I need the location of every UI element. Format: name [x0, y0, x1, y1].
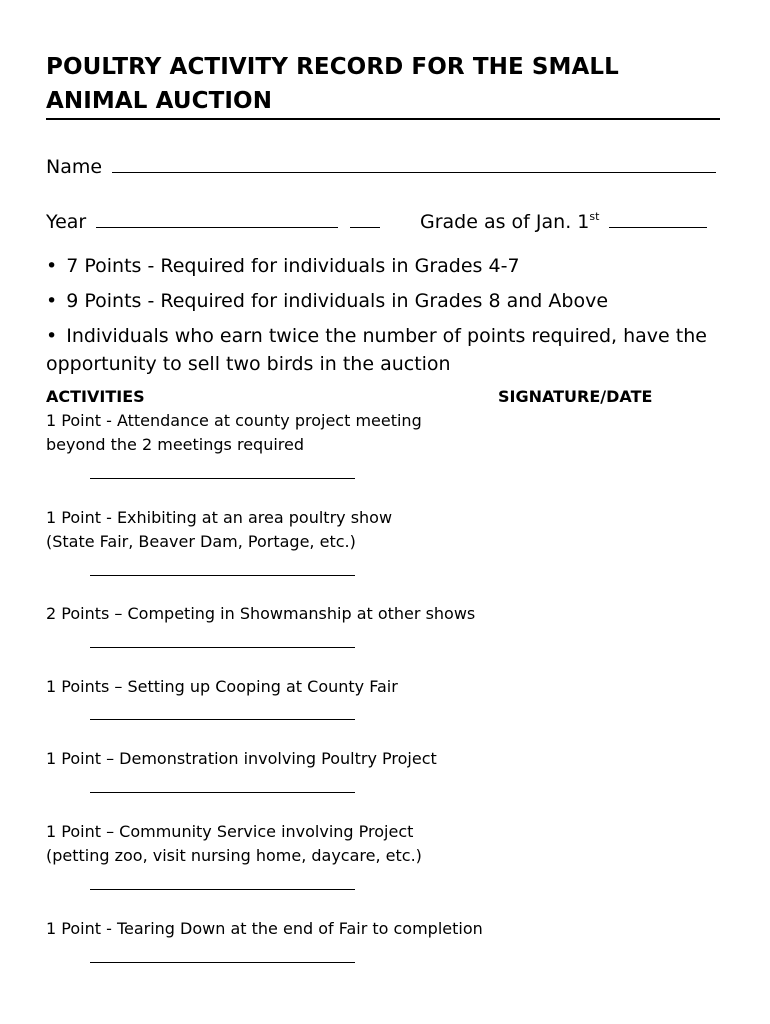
grade-field[interactable]: [609, 208, 707, 228]
name-field[interactable]: [112, 153, 716, 173]
bullet-text: Individuals who earn twice the number of points required, have the opportunity to sell two birds in the auction: [46, 325, 707, 375]
activity-item: [46, 675, 546, 699]
activity-line: 1 Point – Community Service involving Project: [46, 822, 414, 841]
page-title: POULTRY ACTIVITY RECORD FOR THE SMALL ANIMAL AUCTION: [46, 54, 619, 114]
activity-item: [46, 820, 546, 868]
bullet-text: 9 Points - Required for individuals in Grades 8 and Above: [66, 290, 609, 312]
bullet-item: [46, 252, 720, 280]
signature-line[interactable]: [90, 962, 355, 963]
bullet-item: [46, 322, 720, 378]
grade-label-superscript: st: [589, 210, 600, 223]
signature-date-heading: SIGNATURE/DATE: [498, 387, 653, 406]
activity-item: [46, 409, 546, 457]
name-label: Name: [46, 156, 103, 178]
activity-line: 1 Point – Demonstration involving Poultry Project: [46, 749, 437, 768]
grade-field-row: [420, 208, 707, 234]
year-field-secondary[interactable]: [350, 208, 380, 228]
activity-line: (petting zoo, visit nursing home, daycare, etc.): [46, 846, 422, 865]
grade-label: Grade as of Jan. 1: [420, 211, 590, 233]
signature-line[interactable]: [90, 647, 355, 648]
year-field-row: [46, 208, 380, 234]
title-underline: [46, 118, 720, 120]
activity-item: [46, 747, 546, 771]
activity-line: 1 Point - Exhibiting at an area poultry show: [46, 508, 393, 527]
bullet-text: 7 Points - Required for individuals in Grades 4-7: [66, 255, 520, 277]
year-field[interactable]: [96, 208, 338, 228]
signature-line[interactable]: [90, 478, 355, 479]
activity-line: 1 Point - Attendance at county project meeting: [46, 411, 422, 430]
signature-line[interactable]: [90, 719, 355, 720]
activity-line: 2 Points – Competing in Showmanship at other shows: [46, 604, 476, 623]
name-field-row: [46, 153, 716, 179]
bullet-symbol: •: [46, 325, 58, 347]
activity-item: [46, 506, 546, 554]
signature-line[interactable]: [90, 889, 355, 890]
bullet-item: [46, 287, 720, 315]
activity-item: [46, 917, 546, 941]
activity-line: 1 Point - Tearing Down at the end of Fair to completion: [46, 919, 483, 938]
bullet-symbol: •: [46, 255, 58, 277]
signature-line[interactable]: [90, 575, 355, 576]
activities-heading: ACTIVITIES: [46, 387, 145, 406]
signature-line[interactable]: [90, 792, 355, 793]
activity-line: beyond the 2 meetings required: [46, 435, 304, 454]
document-page: [46, 0, 720, 1024]
bullet-symbol: •: [46, 290, 58, 312]
activity-line: (State Fair, Beaver Dam, Portage, etc.): [46, 532, 356, 551]
year-label: Year: [46, 211, 87, 233]
activity-item: [46, 602, 546, 626]
activity-line: 1 Points – Setting up Cooping at County Fair: [46, 677, 398, 696]
